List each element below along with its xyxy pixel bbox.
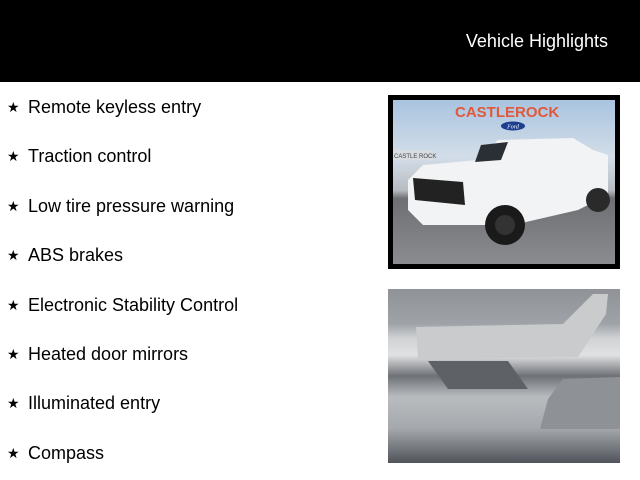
- star-icon: ★: [7, 345, 20, 362]
- door-panel-image: [388, 289, 620, 463]
- truck-image: [393, 100, 615, 264]
- truck-exterior-photo: [388, 95, 620, 269]
- list-item: [0, 341, 370, 367]
- star-icon: ★: [7, 296, 20, 313]
- star-icon: ★: [7, 394, 20, 411]
- feature-label: Traction control: [28, 145, 152, 166]
- list-item: [0, 440, 370, 466]
- feature-label: Compass: [28, 442, 105, 463]
- feature-label: Illuminated entry: [28, 392, 161, 413]
- dealer-logo: CASTLEROCK: [455, 104, 560, 121]
- door-interior-photo: [388, 289, 620, 463]
- header-bar: [0, 0, 640, 82]
- feature-label: Electronic Stability Control: [28, 294, 239, 315]
- star-icon: ★: [7, 444, 20, 461]
- list-item: [0, 292, 370, 318]
- list-item: [0, 242, 370, 268]
- page-title: Vehicle Highlights: [465, 31, 608, 51]
- star-icon: ★: [7, 98, 20, 115]
- star-icon: ★: [7, 246, 20, 263]
- list-item: [0, 94, 370, 120]
- list-item: [0, 143, 370, 169]
- feature-label: Low tire pressure warning: [28, 195, 235, 216]
- feature-label: ABS brakes: [28, 244, 124, 265]
- ford-brand-text: Ford: [507, 124, 519, 131]
- list-item: [0, 390, 370, 416]
- list-item: [0, 193, 370, 219]
- feature-label: Heated door mirrors: [28, 343, 189, 364]
- feature-label: Remote keyless entry: [28, 96, 202, 117]
- star-icon: ★: [7, 197, 20, 214]
- dealer-sign: CASTLE ROCK: [394, 154, 437, 160]
- star-icon: ★: [7, 147, 20, 164]
